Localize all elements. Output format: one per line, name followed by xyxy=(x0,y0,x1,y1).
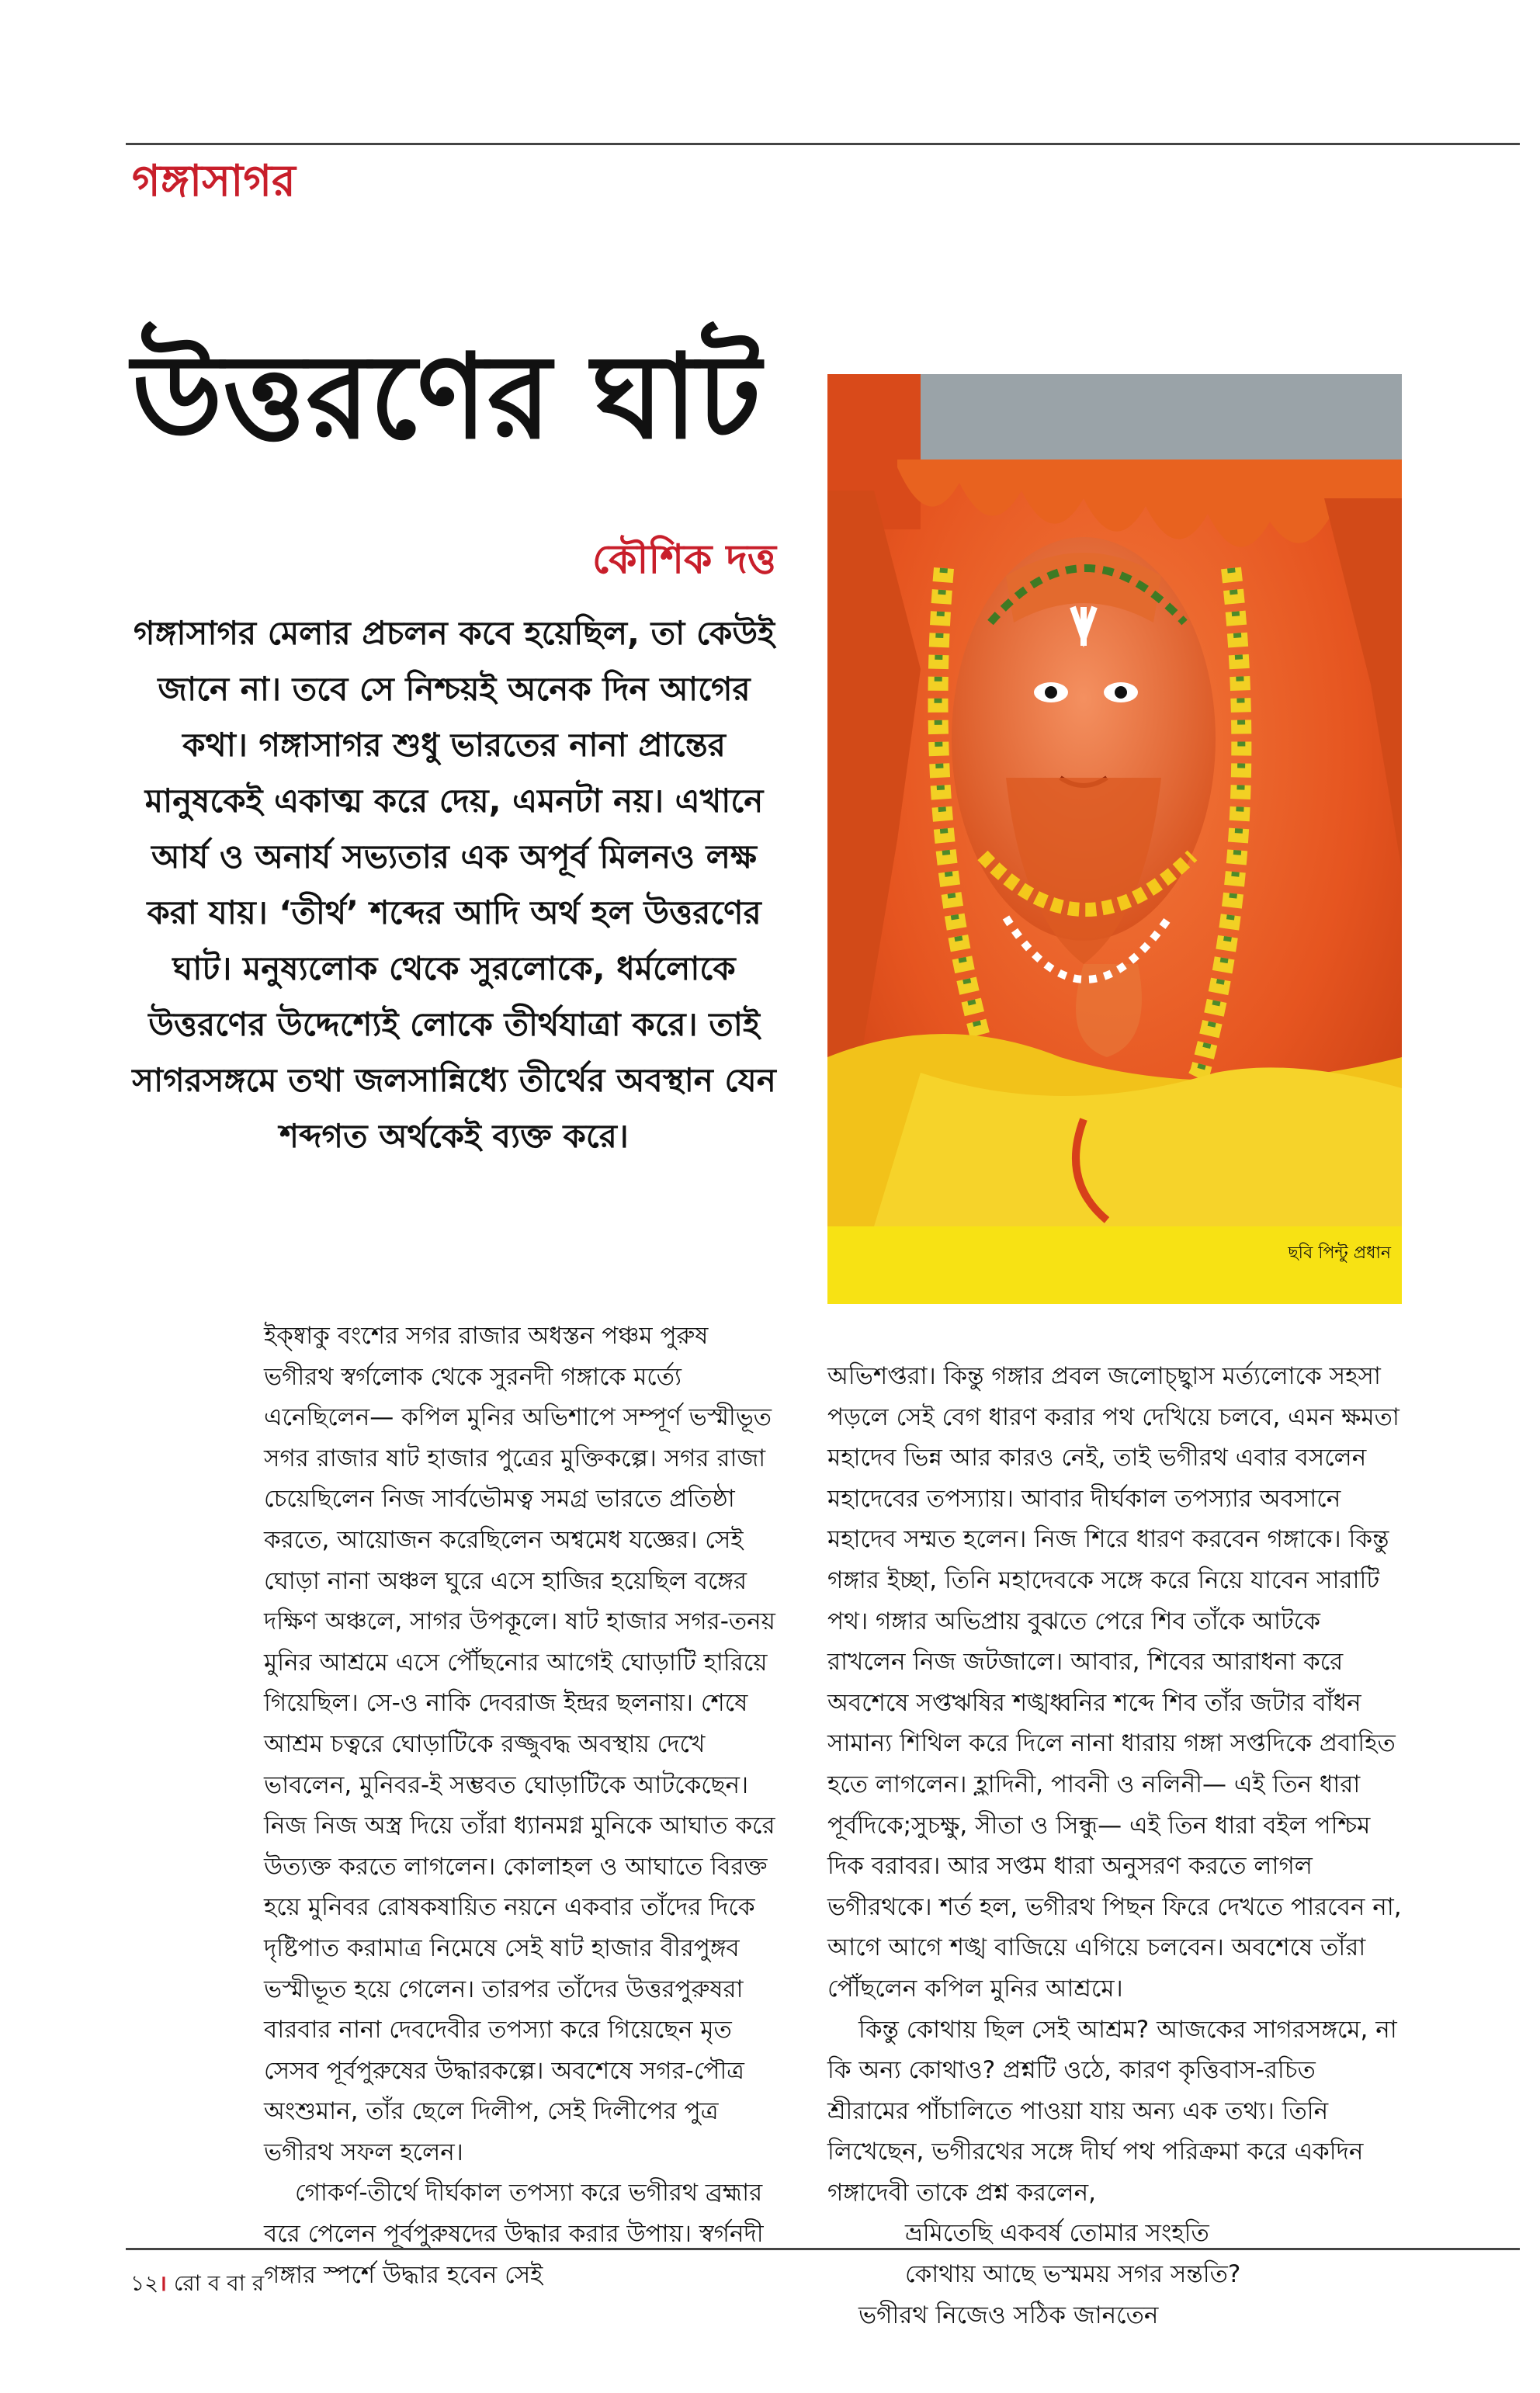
paragraph: ইক্ষ্বাকু বংশের সগর রাজার অধস্তন পঞ্চম পুরুষ ভগীরথ স্বর্গলোক থেকে সুরনদী গঙ্গাকে মর্ত্যে এনেছিলেন— কপিল মুনির অভিশাপে সম্পূর্ণ ভস্মীভূত সগর রাজার ষাট হাজার পুত্রের মুক্তিকল্পে। সগর রাজা চেয়েছিলেন নিজ সার্বভৌমত্ব সমগ্র ভারতে প্রতিষ্ঠা করতে, আয়োজন করেছিলেন অশ্বমেধ যজ্ঞের। সেই ঘোড়া নানা অঞ্চল ঘুরে এসে হাজির হয়েছিল বঙ্গের দক্ষিণ অঞ্চলে, সাগর উপকূলে। ষাট হাজার সগর-তনয় মুনির আশ্রমে এসে পৌঁছনোর আগেই ঘোড়াটি হারিয়ে গিয়েছিল। সে-ও নাকি দেবরাজ ইন্দ্রর ছলনায়। শেষে আশ্রম চত্বরে ঘোড়াটিকে রজ্জুবদ্ধ অবস্থায় দেখে ভাবলেন, মুনিবর-ই সম্ভবত ঘোড়াটিকে আটকেছেন। নিজ নিজ অস্ত্র দিয়ে তাঁরা ধ্যানমগ্ন মুনিকে আঘাত করে উত্যক্ত করতে লাগলেন। কোলাহল ও আঘাতে বিরক্ত হয়ে মুনিবর রোষকষায়িত নয়নে একবার তাঁদের দিকে দৃষ্টিপাত করামাত্র নিমেষে সেই ষাট হাজার বীরপুঙ্গব ভস্মীভূত হয়ে গেলেন। তারপর তাঁদের উত্তরপুরুষরা বারবার নানা দেবদেবীর তপস্যা করে গিয়েছেন মৃত সেসব পূর্বপুরুষের উদ্ধারকল্পে। অবশেষে সগর-পৌত্র অংশুমান, তাঁর ছেলে দিলীপ, সেই দিলীপের পুত্র ভগীরথ সফল হলেন। xyxy=(264,1322,775,2166)
article-title: উত্তরণের ঘাট xyxy=(132,330,761,465)
photo-credit: ছবি পিন্টু প্রধান xyxy=(1288,1243,1391,1263)
magazine-name: রো ব বা র xyxy=(173,2270,265,2296)
verse-line: ভ্রমিতেছি একবর্ষ তোমার সংহতি xyxy=(905,2219,1209,2248)
body-column-left xyxy=(264,1316,776,2295)
page-number: ১২ xyxy=(130,2270,159,2296)
bottom-rule xyxy=(126,2248,1520,2250)
section-label: গঙ্গাসাগর xyxy=(132,156,296,206)
paragraph: গোকর্ণ-তীর্থে দীর্ঘকাল তপস্যা করে ভগীরথ ব্রহ্মার বরে পেলেন পূর্বপুরুষদের উদ্ধার করার উপায়। স্বর্গনদী গঙ্গার স্পর্শে উদ্ধার হবেন সেই xyxy=(264,2179,764,2289)
paragraph: কিন্তু কোথায় ছিল সেই আশ্রম? আজকের সাগরসঙ্গমে, না কি অন্য কোথাও? প্রশ্নটি ওঠে, কারণ কৃত্তিবাস-রচিত শ্রীরামের পাঁচালিতে পাওয়া যায় অন্য এক তথ্য। তিনি লিখেছেন, ভগীরথের সঙ্গে দীর্ঘ পথ পরিক্রমা করে একদিন গঙ্গাদেবী তাকে প্রশ্ন করলেন, xyxy=(827,2015,1397,2207)
idol-photo xyxy=(827,374,1402,1304)
top-rule xyxy=(126,143,1520,145)
article-byline: কৌশিক দত্ত xyxy=(592,536,776,583)
article-intro xyxy=(132,605,776,1164)
body-column-right xyxy=(827,1356,1402,2336)
page-footer xyxy=(130,2266,264,2303)
paragraph: অভিশপ্তরা। কিন্তু গঙ্গার প্রবল জলোচ্ছ্বাস মর্ত্যলোকে সহসা পড়লে সেই বেগ ধারণ করার পথ দেখিয়ে চলবে, এমন ক্ষমতা মহাদেব ভিন্ন আর কারও নেই, তাই ভগীরথ এবার বসলেন মহাদেবের তপস্যায়। আবার দীর্ঘকাল তপস্যার অবসানে মহাদেব সম্মত হলেন। নিজ শিরে ধারণ করবেন গঙ্গাকে। কিন্তু গঙ্গার ইচ্ছা, তিনি মহাদেবকে সঙ্গে করে নিয়ে যাবেন সারাটি পথ। গঙ্গার অভিপ্রায় বুঝতে পেরে শিব তাঁকে আটকে রাখলেন নিজ জটজালে। আবার, শিবের আরাধনা করে অবশেষে সপ্তঋষির শঙ্খধ্বনির শব্দে শিব তাঁর জটার বাঁধন সামান্য শিথিল করে দিলে নানা ধারায় গঙ্গা সপ্তদিকে প্রবাহিত হতে লাগলেন। হ্লাদিনী, পাবনী ও নলিনী— এই তিন ধারা পূর্বদিকে;সুচক্ষু, সীতা ও সিন্ধু— এই তিন ধারা বইল পশ্চিম দিক বরাবর। আর সপ্তম ধারা অনুসরণ করতে লাগল ভগীরথকে। শর্ত হল, ভগীরথ পিছন ফিরে দেখতে পারবেন না, আগে আগে শঙ্খ বাজিয়ে এগিয়ে চলবেন। অবশেষে তাঁরা পৌঁছলেন কপিল মুনির আশ্রমে। xyxy=(827,1362,1402,2003)
photo-idol xyxy=(827,374,1402,1304)
verse-line: কোথায় আছে ভস্মময় সগর সন্ততি? xyxy=(905,2260,1241,2289)
paragraph: ভগীরথ নিজেও সঠিক জানতেন xyxy=(858,2301,1159,2329)
footer-separator: । xyxy=(158,2270,167,2296)
intro-text: গঙ্গাসাগর মেলার প্রচলন কবে হয়েছিল, তা কেউই জানে না। তবে সে নিশ্চয়ই অনেক দিন আগের কথা। গঙ্গাসাগর শুধু ভারতের নানা প্রান্তের মানুষকেই একাত্ম করে দেয়, এমনটা নয়। এখানে আর্য ও অনার্য সভ্যতার এক অপূর্ব মিলনও লক্ষ করা যায়। ‘তীর্থ’ শব্দের আদি অর্থ হল উত্তরণের ঘাট। মনুষ্যলোক থেকে সুরলোকে, ধর্মলোকে উত্তরণের উদ্দেশ্যেই লোকে তীর্থযাত্রা করে। তাই সাগরসঙ্গমে তথা জলসান্নিধ্যে তীর্থের অবস্থান যেন শব্দগত অর্থকেই ব্যক্ত করে। xyxy=(132,614,776,1155)
